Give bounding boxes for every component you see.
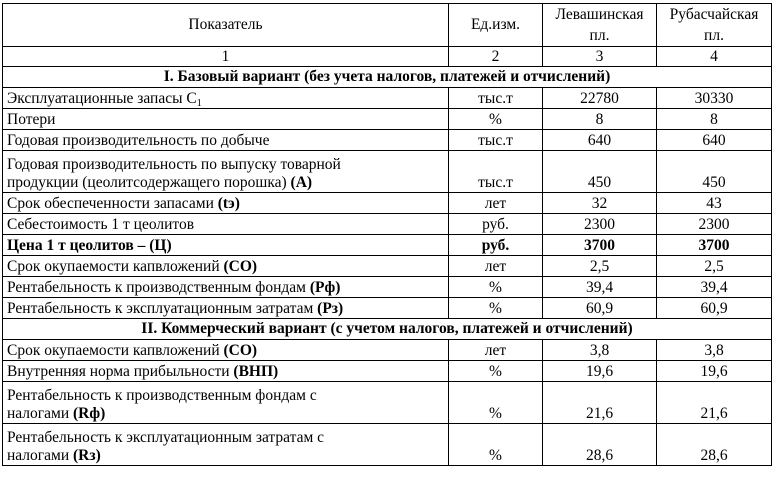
col-number-1: 1 xyxy=(3,47,449,67)
row-unit: лет xyxy=(449,256,543,277)
row-label: Рентабельность к эксплуатационным затратам (Рз) xyxy=(3,298,449,319)
row-value-levashinskaya: 8 xyxy=(543,109,657,130)
row-unit: лет xyxy=(449,340,543,361)
section-row xyxy=(3,319,772,340)
table-row xyxy=(3,130,772,151)
table-row xyxy=(3,193,772,214)
row-value-rubaschayskaya: 30330 xyxy=(657,88,772,109)
row-value-rubaschayskaya: 8 xyxy=(657,109,772,130)
row-label: Срок окупаемости капвложений (СО) xyxy=(3,340,449,361)
row-label: Срок окупаемости капвложений (СО) xyxy=(3,256,449,277)
section2-title: II. Коммерческий вариант (с учетом налогов, платежей и отчислений) xyxy=(3,319,772,340)
row-unit: % xyxy=(449,361,543,382)
row-value-levashinskaya: 22780 xyxy=(543,88,657,109)
table-row xyxy=(3,277,772,298)
header-levashinskaya xyxy=(543,4,657,47)
row-value-rubaschayskaya: 3700 xyxy=(657,235,772,256)
row-label: Срок обеспеченности запасами (tэ) xyxy=(3,193,449,214)
row-value-rubaschayskaya: 28,6 xyxy=(657,424,772,466)
section-row xyxy=(3,67,772,88)
header-row xyxy=(3,4,772,47)
row-value-levashinskaya: 2,5 xyxy=(543,256,657,277)
row-value-levashinskaya: 640 xyxy=(543,130,657,151)
row-value-levashinskaya: 450 xyxy=(543,151,657,193)
row-value-levashinskaya: 2300 xyxy=(543,214,657,235)
table-row xyxy=(3,151,772,193)
row-unit: % xyxy=(449,424,543,466)
indicators-table xyxy=(2,3,772,466)
row-unit: % xyxy=(449,109,543,130)
row-value-levashinskaya: 39,4 xyxy=(543,277,657,298)
row-unit: руб. xyxy=(449,214,543,235)
column-numbers-row xyxy=(3,47,772,67)
row-label: Годовая производительность по выпуску товарной продукции (цеолитсодержащего порошка) (А) xyxy=(3,151,449,193)
row-value-rubaschayskaya: 60,9 xyxy=(657,298,772,319)
row-label: Себестоимость 1 т цеолитов xyxy=(3,214,449,235)
row-unit: % xyxy=(449,277,543,298)
header-col3-line2: пл. xyxy=(589,27,610,44)
row-value-levashinskaya: 3700 xyxy=(543,235,657,256)
row-value-levashinskaya: 19,6 xyxy=(543,361,657,382)
row-value-rubaschayskaya: 43 xyxy=(657,193,772,214)
table-row xyxy=(3,424,772,466)
row-value-levashinskaya: 3,8 xyxy=(543,340,657,361)
row-label: Эксплуатационные запасы $С_1$ xyxy=(3,88,449,109)
row-value-rubaschayskaya: 3,8 xyxy=(657,340,772,361)
col-number-3: 3 xyxy=(543,47,657,67)
row-unit: тыс.т xyxy=(449,151,543,193)
row-label: Рентабельность к эксплуатационным затратам с налогами (Rз) xyxy=(3,424,449,466)
row-value-rubaschayskaya: 2,5 xyxy=(657,256,772,277)
header-col4-line2: пл. xyxy=(704,27,724,44)
row-value-rubaschayskaya: 39,4 xyxy=(657,277,772,298)
header-rubaschayskaya xyxy=(657,4,772,47)
row-value-rubaschayskaya: 21,6 xyxy=(657,382,772,424)
table-row xyxy=(3,109,772,130)
row-unit: руб. xyxy=(449,235,543,256)
row-unit: тыс.т xyxy=(449,88,543,109)
row-unit: % xyxy=(449,382,543,424)
table-row xyxy=(3,214,772,235)
header-col4-line1: Рубасчайская xyxy=(669,6,759,23)
row-value-levashinskaya: 21,6 xyxy=(543,382,657,424)
row-value-levashinskaya: 60,9 xyxy=(543,298,657,319)
table-row xyxy=(3,361,772,382)
table-row xyxy=(3,340,772,361)
row-label: Рентабельность к производственным фондам с налогами (Rф) xyxy=(3,382,449,424)
table-row xyxy=(3,88,772,109)
section1-title: I. Базовый вариант (без учета налогов, платежей и отчислений) xyxy=(3,67,772,88)
row-value-rubaschayskaya: 640 xyxy=(657,130,772,151)
row-unit: лет xyxy=(449,193,543,214)
row-label: Потери xyxy=(3,109,449,130)
row-unit: % xyxy=(449,298,543,319)
row-value-rubaschayskaya: 2300 xyxy=(657,214,772,235)
row-label: Внутренняя норма прибыльности (ВНП) xyxy=(3,361,449,382)
row-label: Рентабельность к производственным фондам (Рф) xyxy=(3,277,449,298)
row-value-levashinskaya: 28,6 xyxy=(543,424,657,466)
row-value-levashinskaya: 32 xyxy=(543,193,657,214)
header-indicator: Показатель xyxy=(3,4,449,47)
header-unit: Ед.изм. xyxy=(449,4,543,47)
header-col3-line1: Левашинская xyxy=(555,6,644,23)
table-row xyxy=(3,298,772,319)
row-label: Цена 1 т цеолитов – (Ц) xyxy=(3,235,449,256)
col-number-2: 2 xyxy=(449,47,543,67)
table-row xyxy=(3,382,772,424)
row-unit: тыс.т xyxy=(449,130,543,151)
col-number-4: 4 xyxy=(657,47,772,67)
row-value-rubaschayskaya: 19,6 xyxy=(657,361,772,382)
table-row xyxy=(3,235,772,256)
row-label: Годовая производительность по добыче xyxy=(3,130,449,151)
table-row xyxy=(3,256,772,277)
row-value-rubaschayskaya: 450 xyxy=(657,151,772,193)
